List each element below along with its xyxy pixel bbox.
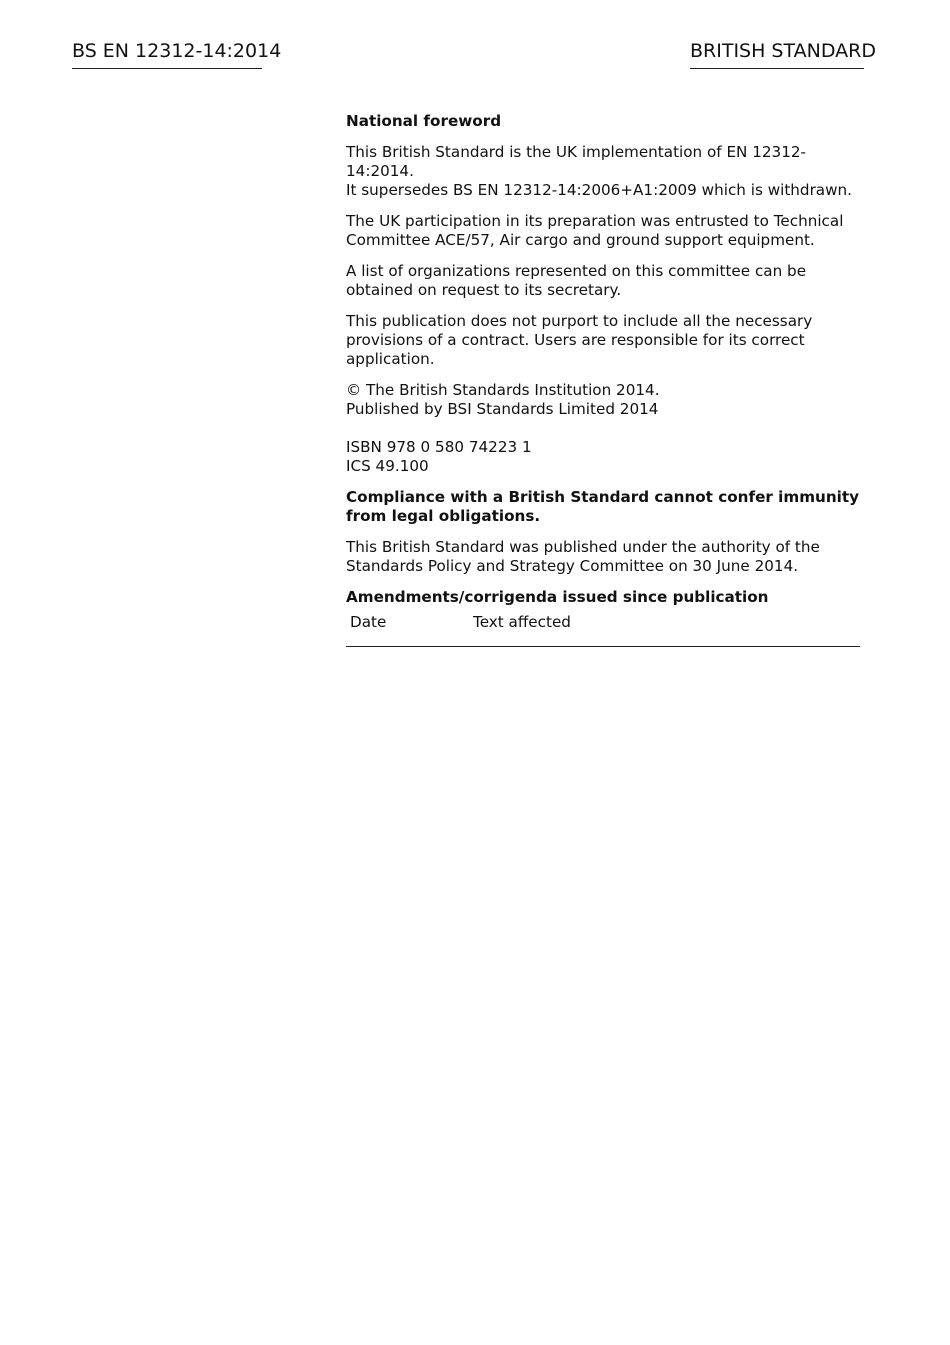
isbn-text: ISBN 978 0 580 74223 1 [346,438,532,456]
publisher-line: Published by BSI Standards Limited 2014 [346,400,659,418]
copyright-block [346,381,866,419]
authority-paragraph: This British Standard was published under the authority of the Standards Policy and Strategy Committee on 30 June 2014. [346,538,820,575]
amendments-table [346,611,860,647]
foreword-heading: National foreword [346,112,502,130]
identifiers-block [346,438,866,476]
amendments-table-header [346,611,860,632]
committee-paragraph: The UK participation in its preparation was entrusted to Technical Committee ACE/57, Air cargo and ground support equipment. [346,212,844,249]
date-column-header: Date [350,613,387,631]
contract-disclaimer-paragraph: This publication does not purport to include all the necessary provisions of a contract. Users are responsible for its correct application. [346,312,813,368]
implementation-paragraph [346,143,866,200]
compliance-notice: Compliance with a British Standard cannot confer immunity from legal obligations. [346,488,860,525]
organizations-paragraph: A list of organizations represented on this committee can be obtained on request to its secretary. [346,262,807,299]
text-affected-column-header: Text affected [473,613,571,631]
document-code: BS EN 12312-14:2014 [72,39,262,69]
standard-type-label: BRITISH STANDARD [690,39,864,69]
supersedes-line: It supersedes BS EN 12312-14:2006+A1:2009 which is withdrawn. [346,181,852,199]
national-foreword-section [346,112,866,647]
amendments-heading: Amendments/corrigenda issued since publication [346,588,769,606]
ics-text: ICS 49.100 [346,457,429,475]
copyright-line: © The British Standards Institution 2014. [346,381,660,399]
implementation-line: This British Standard is the UK implementation of EN 12312-14:2014. [346,143,807,180]
